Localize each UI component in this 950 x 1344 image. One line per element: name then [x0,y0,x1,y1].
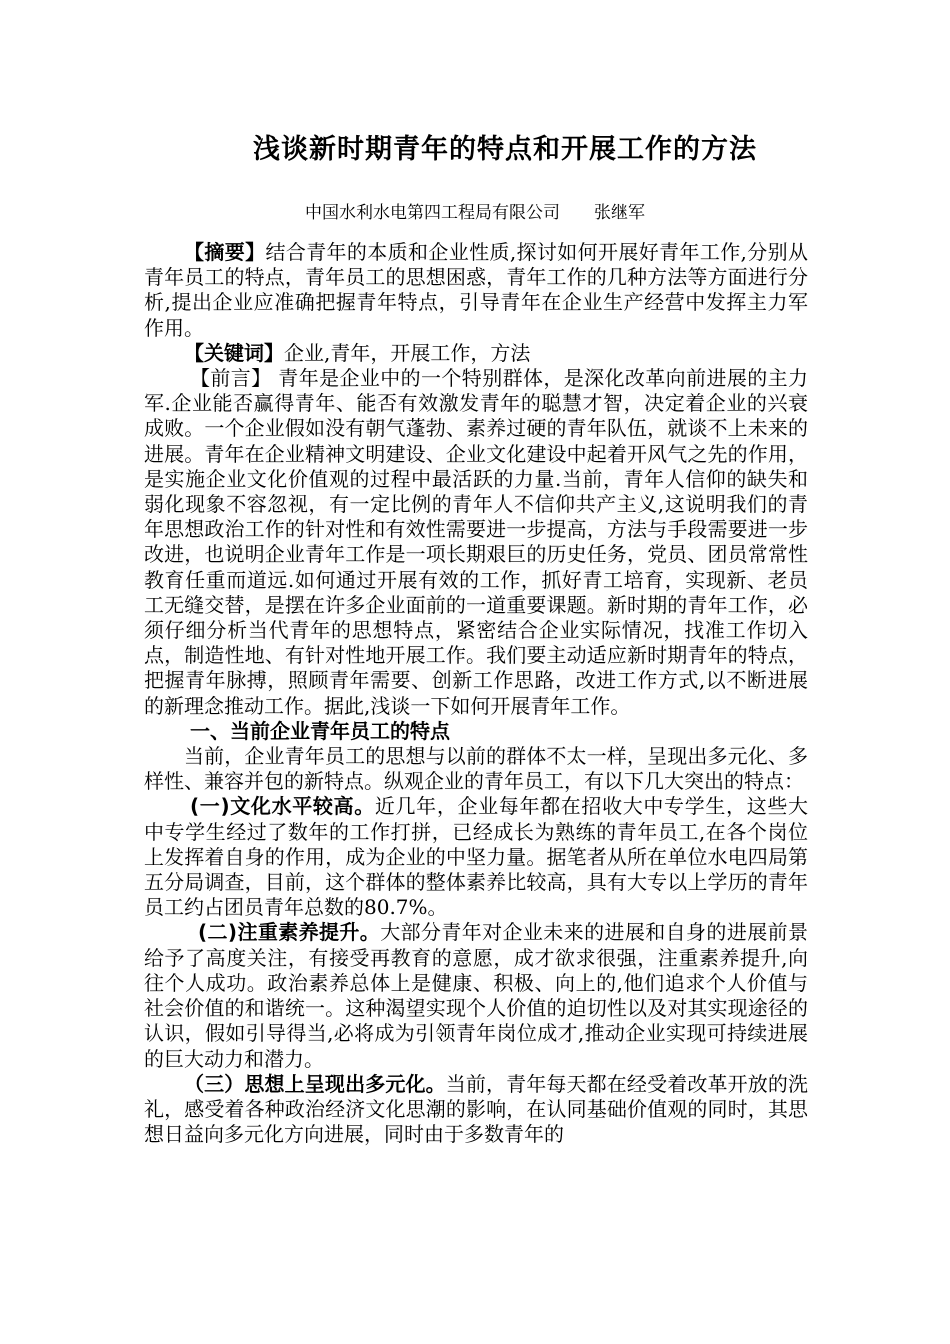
preface-text: 青年是企业中的一个特别群体，是深化改革向前进展的主力军.企业能否赢得青年、能否有效激发青年的聪慧才智，决定着企业的兴衰成败。一个企业假如没有朝气蓬勃、素养过硬的青年队伍，就谈不上未来的进展。青年在企业精神文明建设、企业文化建设中起着开风气之先的作用，是实施企业文化价值观的过程中最活跃的力量.当前，青年人信仰的缺失和弱化现象不容忽视，有一定比例的青年人不信仰共产主义,这说明我们的青年思想政治工作的针对性和有效性需要进一步提高，方法与手段需要进一步改进，也说明企业青年工作是一项长期艰巨的历史任务，党员、团员常常性教育任重而道远.如何通过开展有效的工作，抓好青工培育，实现新、老员工无缝交替，是摆在许多企业面前的一道重要课题。新时期的青年工作，必须仔细分析当代青年的思想特点，紧密结合企业实际情况，找准工作切入点，制造性地、有针对性地开展工作。我们要主动适应新时期青年的特点，把握青年脉搏，照顾青年需要、创新工作思路，改进工作方式,以不断进展的新理念推动工作。据此,浅谈一下如何开展青年工作。 [144,366,809,718]
keywords-text: 企业,青年，开展工作，方法 [284,340,531,365]
abstract-label: 【摘要】 [184,240,266,264]
point-2-paragraph [144,920,808,1071]
point-3-paragraph [144,1072,808,1148]
preface-label: 【前言】 [190,366,272,391]
document-title: 浅谈新时期青年的特点和开展工作的方法 [253,134,757,165]
keywords-label: 【关键词】 [184,340,284,365]
byline-author: 张继军 [594,203,645,223]
point-2-text: 大部分青年对企业未来的进展和自身的进展前景给予了高度关注，有接受再教育的意愿，成才欲求很强，注重素养提升,向往个人成功。政治素养总体上是健康、积极、向上的,他们追求个人价值与社会价值的和谐统一。这种渴望实现个人价值的迫切性以及对其实现途径的认识，假如引导得当,必将成为引领青年岗位成才,推动企业实现可持续进展的巨大动力和潜力。 [144,920,808,1071]
point-3-text: 当前，青年每天都在经受着改革开放的洗礼，感受着各种政治经济文化思潮的影响，在认同基础价值观的同时，其思想日益向多元化方向进展，同时由于多数青年的 [144,1071,809,1147]
abstract-paragraph [144,240,808,341]
point-3-label: （三）思想上呈现出多元化。 [184,1071,446,1096]
document-body [144,240,808,1147]
point-2-label: (二)注重素养提升。 [198,920,381,945]
keywords-paragraph [144,341,808,366]
point-1-label: (一)文化水平较高。 [190,794,375,819]
abstract-text: 结合青年的本质和企业性质,探讨如何开展好青年工作,分别从青年员工的特点，青年员工的思想困惑，青年工作的几种方法等方面进行分析,提出企业应准确把握青年特点，引导青年在企业生产经营中发挥主力军作用。 [144,240,809,340]
byline-organization: 中国水利水电第四工程局有限公司 [305,203,560,223]
point-1-paragraph [144,794,808,920]
preface-paragraph [144,366,808,719]
section-intro-paragraph: 当前，企业青年员工的思想与以前的群体不太一样，呈现出多元化、多样性、兼容并包的新特点。纵观企业的青年员工，有以下几大突出的特点： [144,744,808,794]
byline [0,201,950,225]
section-heading: 一、当前企业青年员工的特点 [190,718,450,743]
point-1-text: 近几年，企业每年都在招收大中专学生，这些大中专学生经过了数年的工作打拼，已经成长为熟练的青年员工,在各个岗位上发挥着自身的作用，成为企业的中坚力量。据笔者从所在单位水电四局第五分局调查，目前，这个群体的整体素养比较高，具有大专以上学历的青年员工约占团员青年总数的80.7%。 [144,794,809,920]
